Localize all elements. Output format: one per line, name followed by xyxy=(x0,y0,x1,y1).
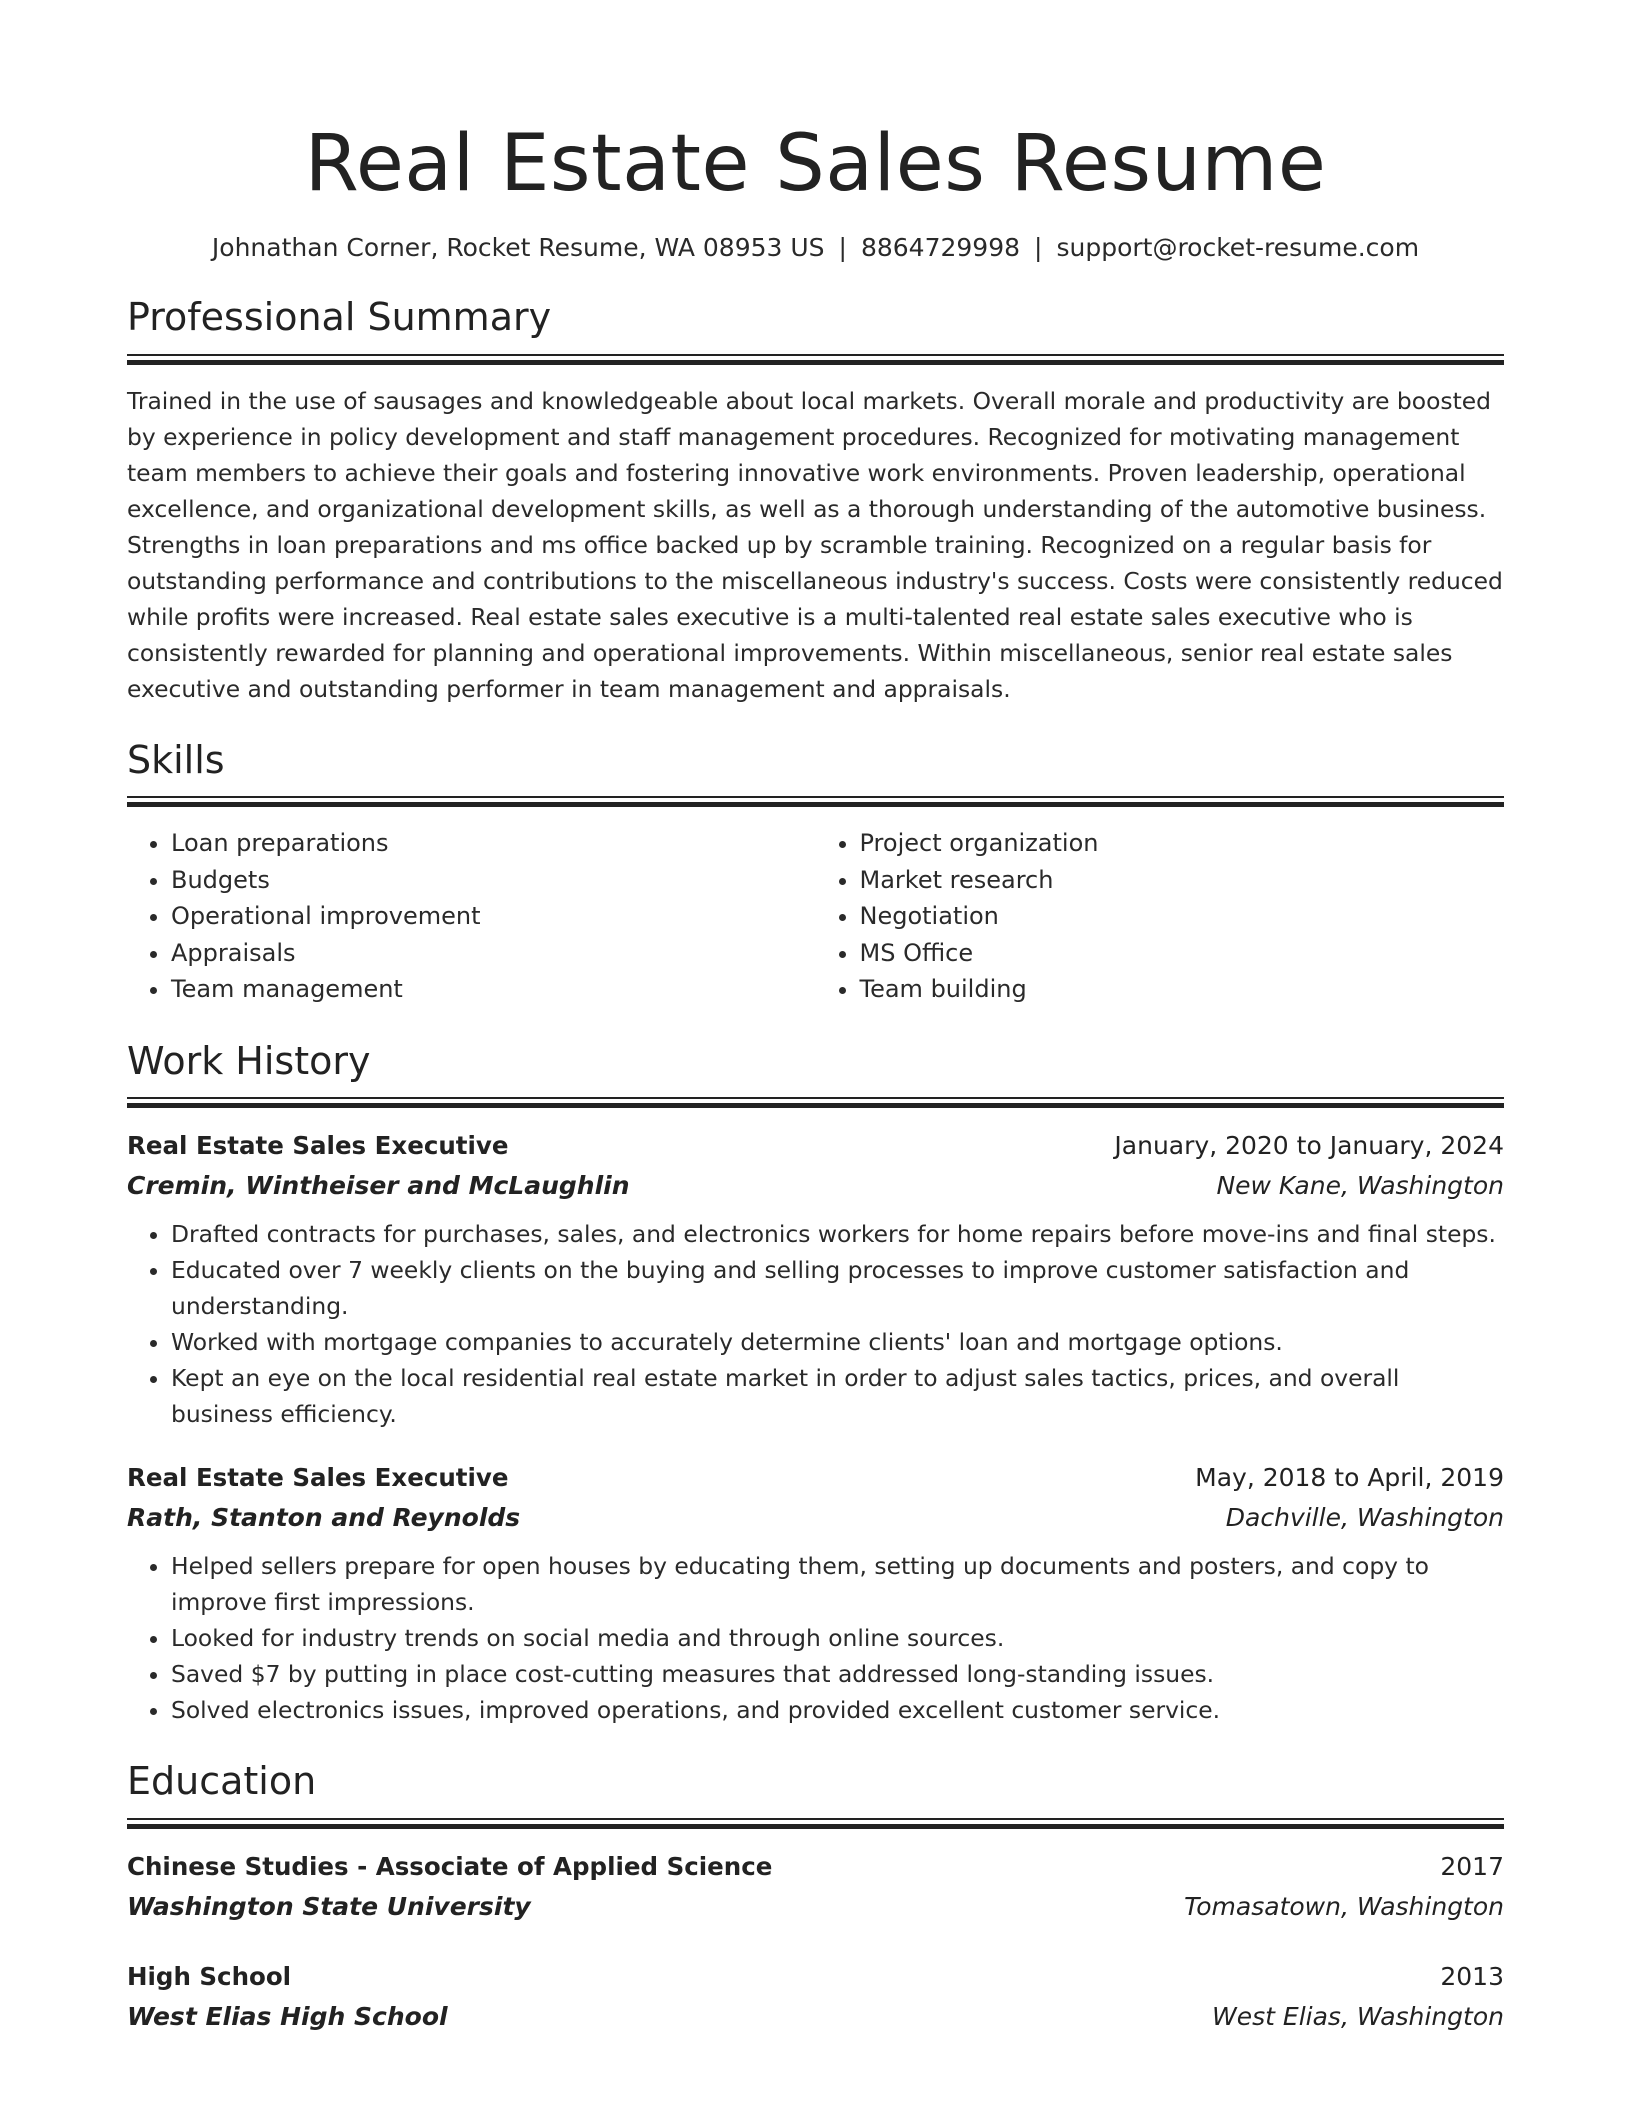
job-header xyxy=(127,1458,1504,1498)
job-bullet: • Looked for industry trends on social media and through online sources. xyxy=(171,1620,1504,1656)
section-divider xyxy=(127,354,1504,365)
education-subheader xyxy=(127,1997,1504,2037)
job-company: Rath, Stanton and Reynolds xyxy=(127,1503,521,1533)
job-company: Cremin, Wintheiser and McLaughlin xyxy=(127,1171,630,1201)
skill-item: • Project organization xyxy=(860,825,1505,862)
education-school: Washington State University xyxy=(127,1891,531,1921)
job-location: Dachville, Washington xyxy=(1225,1503,1504,1533)
job-dates: May, 2018 to April, 2019 xyxy=(1195,1463,1504,1493)
contact-address: Johnathan Corner, Rocket Resume, WA 08953 US xyxy=(211,232,825,262)
job-bullet: • Saved $7 by putting in place cost-cutting measures that addressed long-standing issues. xyxy=(171,1656,1504,1692)
skill-item: • Appraisals xyxy=(171,935,816,972)
job-bullets xyxy=(127,1216,1504,1432)
summary-heading: Professional Summary xyxy=(127,295,552,340)
summary-text: Trained in the use of sausages and knowledgeable about local markets. Overall morale and productivity are boosted by experience in policy development and staff management procedures. Recognized for motivating management team members to achieve their goals and fostering innovative work environments. Proven leadership, operational excellence, and organizational development skills, as well as a thorough understanding of the automotive business. Strengths in loan preparations and ms office backed up by scramble training. Recognized on a regular basis for outstanding performance and contributions to the miscellaneous industry's success. Costs were consistently reduced while profits were increased. Real estate sales executive is a multi-talented real estate sales executive who is consistently rewarded for planning and operational improvements. Within miscellaneous, senior real estate sales executive and outstanding performer in team management and appraisals. xyxy=(127,386,1503,703)
job-subheader xyxy=(127,1166,1504,1206)
education-entry xyxy=(127,1957,1504,2037)
education-section xyxy=(127,1758,1504,2037)
page-title: Real Estate Sales Resume xyxy=(304,119,1327,209)
resume-page xyxy=(127,118,1504,2067)
education-heading: Education xyxy=(127,1759,317,1804)
skill-item: • MS Office xyxy=(860,935,1505,972)
education-location: Tomasatown, Washington xyxy=(1184,1891,1504,1921)
job-bullets xyxy=(127,1548,1504,1728)
education-location: West Elias, Washington xyxy=(1212,2001,1504,2031)
education-header xyxy=(127,1957,1504,1997)
job-dates: January, 2020 to January, 2024 xyxy=(1114,1131,1504,1161)
contact-phone: 8864729998 xyxy=(860,232,1021,262)
job-bullet: • Solved electronics issues, improved operations, and provided excellent customer service. xyxy=(171,1692,1504,1728)
skill-item: • Budgets xyxy=(171,862,816,899)
education-year: 2013 xyxy=(1440,1961,1504,1991)
job-header xyxy=(127,1126,1504,1166)
job-entry xyxy=(127,1458,1504,1728)
skill-item: • Market research xyxy=(860,862,1505,899)
contact-line xyxy=(127,232,1504,265)
education-year: 2017 xyxy=(1440,1851,1504,1881)
job-bullet: • Worked with mortgage companies to accurately determine clients' loan and mortgage options. xyxy=(171,1324,1504,1360)
contact-email[interactable]: support@rocket-resume.com xyxy=(1056,232,1420,262)
skill-item: • Negotiation xyxy=(860,898,1505,935)
skills-section xyxy=(127,737,1504,1008)
work-heading: Work History xyxy=(127,1038,371,1083)
skills-heading: Skills xyxy=(127,737,225,782)
job-title: Real Estate Sales Executive xyxy=(127,1463,509,1493)
job-bullet: • Helped sellers prepare for open houses by educating them, setting up documents and posters, and copy to improve first impressions. xyxy=(171,1548,1504,1620)
skill-item: • Team building xyxy=(860,971,1505,1008)
job-bullet: • Kept an eye on the local residential real estate market in order to adjust sales tactics, prices, and overall business efficiency. xyxy=(171,1360,1504,1432)
education-entry xyxy=(127,1847,1504,1927)
education-school: West Elias High School xyxy=(127,2001,448,2031)
section-divider xyxy=(127,796,1504,807)
skills-list xyxy=(127,825,1504,1008)
job-bullet: • Drafted contracts for purchases, sales, and electronics workers for home repairs before move-ins and final steps. xyxy=(171,1216,1504,1252)
section-divider xyxy=(127,1818,1504,1829)
skill-item: • Team management xyxy=(171,971,816,1008)
job-title: Real Estate Sales Executive xyxy=(127,1131,509,1161)
skills-column-right xyxy=(816,825,1505,1008)
job-subheader xyxy=(127,1498,1504,1538)
contact-separator: | xyxy=(838,232,847,262)
section-divider xyxy=(127,1097,1504,1108)
skills-column-left xyxy=(127,825,816,1008)
work-section xyxy=(127,1038,1504,1729)
education-degree: Chinese Studies - Associate of Applied Science xyxy=(127,1851,773,1881)
summary-section xyxy=(127,294,1504,707)
job-location: New Kane, Washington xyxy=(1216,1171,1504,1201)
contact-separator: | xyxy=(1034,232,1043,262)
job-entry xyxy=(127,1126,1504,1432)
skill-item: • Loan preparations xyxy=(171,825,816,862)
education-subheader xyxy=(127,1887,1504,1927)
education-header xyxy=(127,1847,1504,1887)
skill-item: • Operational improvement xyxy=(171,898,816,935)
job-bullet: • Educated over 7 weekly clients on the buying and selling processes to improve customer satisfaction and understanding. xyxy=(171,1252,1504,1324)
education-degree: High School xyxy=(127,1961,292,1991)
